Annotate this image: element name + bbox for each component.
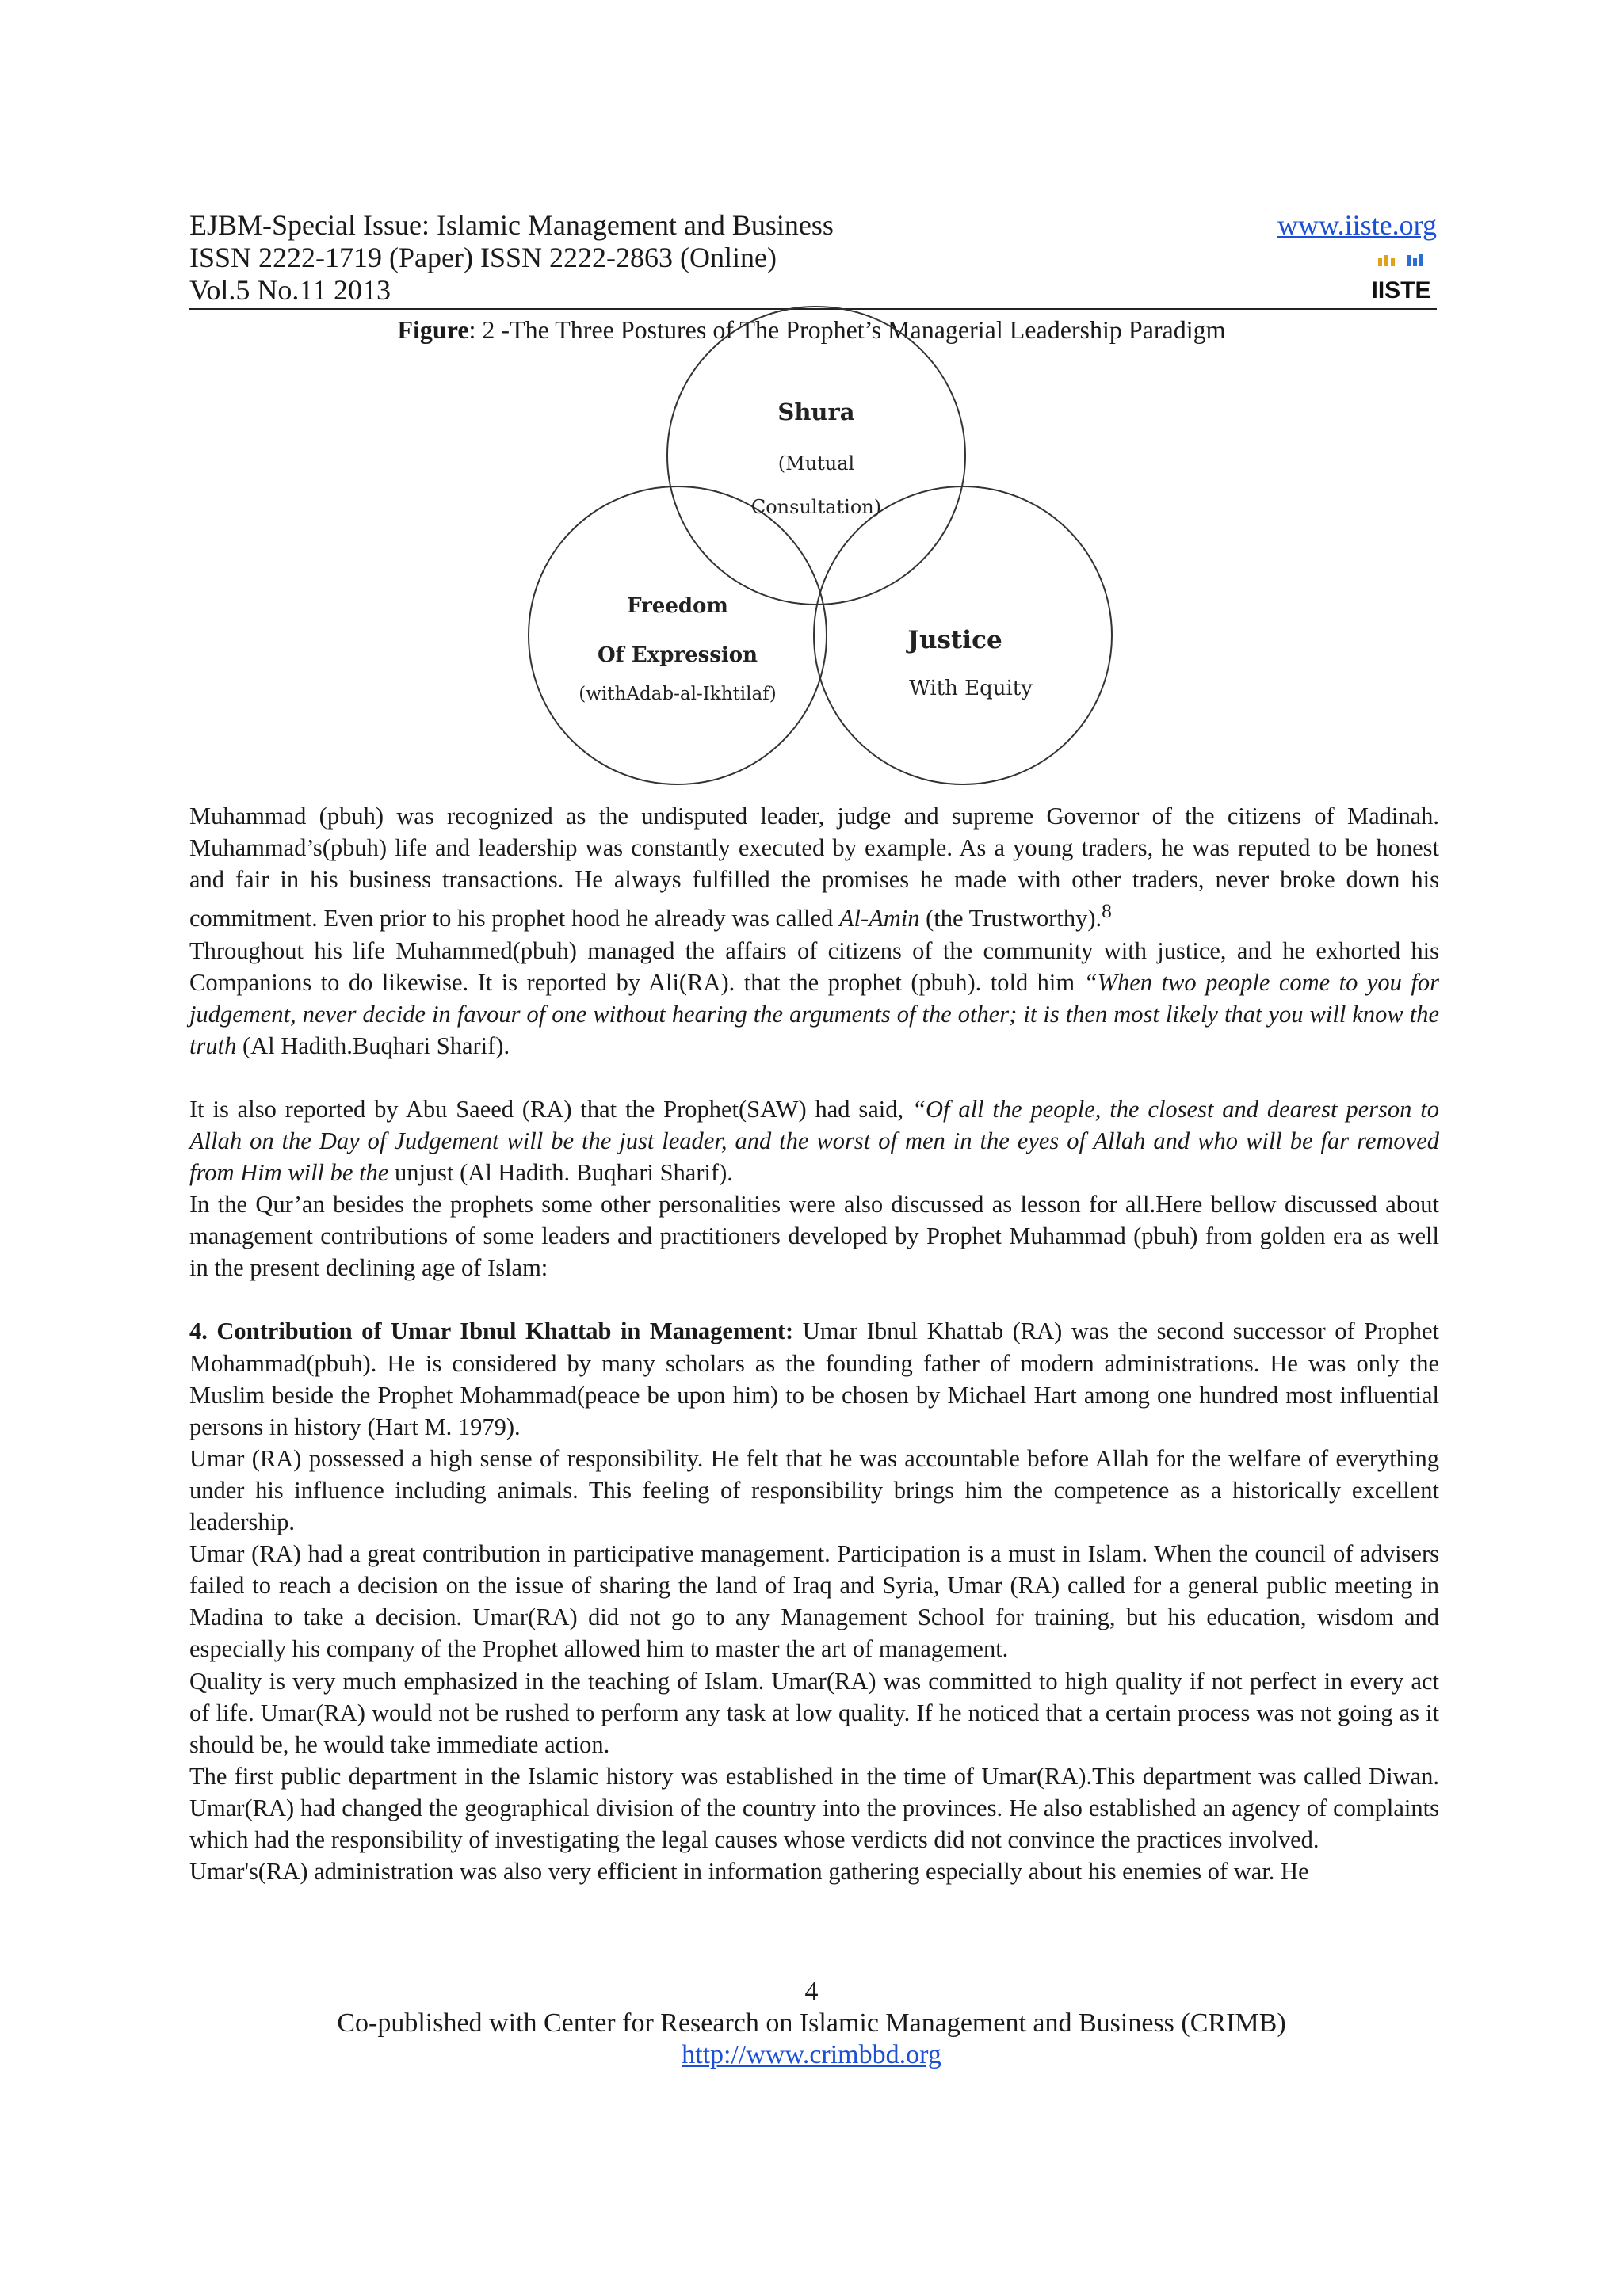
paragraph: Muhammad (pbuh) was recognized as the undisputed leader, judge and supreme Governor of the citizens of Madinah. Muhammad’s(pbuh) life and leadership was constantly executed by example. As a young traders, he was reputed to be honest and fair in his business transactions. He always fulfilled the promises he made with other traders, never broke down his commitment. Even prior to his prophet hood he already was called Al-Amin (the Trustworthy).$^8$ bbox=[189, 803, 1439, 933]
page-header bbox=[189, 209, 1437, 307]
paragraph: Umar's(RA) administration was also very efficient in information gathering especially about his enemies of war. He bbox=[189, 1858, 1309, 1886]
paragraph: Throughout his life Muhammed(pbuh) managed the affairs of citizens of the community with justice, and he exhorted his Companions to do likewise. It is reported by Ali(RA). that the prophet (pbuh). told him “When two people come to you for judgement, never decide in favour of one without hearing the arguments of the other; it is then most likely that you will know the truth (Al Hadith.Buqhari Sharif). bbox=[189, 936, 1440, 1059]
figure-caption bbox=[0, 314, 1623, 345]
journal-title: EJBM-Special Issue: Islamic Management and Business bbox=[189, 209, 834, 241]
paragraph: Quality is very much emphasized in the teaching of Islam. Umar(RA) was committed to high quality if not perfect in every act of life. Umar(RA) would not be rushed to perform any task at low quality. If he noticed that a certain process was not going as it should be, he would take immediate action. bbox=[189, 1667, 1439, 1758]
iiste-logo bbox=[1371, 252, 1431, 304]
header-rule bbox=[189, 308, 1437, 310]
freedom-circle bbox=[529, 486, 827, 784]
page-number: 4 bbox=[804, 1977, 819, 2006]
venn-diagram bbox=[475, 349, 1125, 792]
paragraph: Umar (RA) had a great contribution in participative management. Participation is a must in Islam. When the council of advisers failed to reach a decision on the issue of sharing the land of Iraq and Syria, Umar (RA) called for a general public meeting in Madina to take a decision. Umar(RA) did not go to any Management School for training, but his education, wisdom and especially his company of the Prophet allowed him to master the art of management. bbox=[189, 1540, 1439, 1663]
copublished-line: Co-published with Center for Research on Islamic Management and Business (CRIMB) bbox=[337, 2008, 1286, 2038]
figure-caption-text: : 2 -The Three Postures of The Prophet’s Managerial Leadership Paradigm bbox=[468, 315, 1226, 344]
crimb-url-link[interactable]: http://www.crimbbd.org bbox=[682, 2040, 941, 2069]
journal-url-link[interactable]: www.iiste.org bbox=[1277, 209, 1437, 241]
page-footer bbox=[0, 1976, 1623, 2071]
freedom-title: Freedom bbox=[627, 594, 728, 618]
freedom-sub2: (withAdab-al-Ikhtilaf) bbox=[579, 684, 777, 704]
freedom-sub1: Of Expression bbox=[597, 643, 758, 667]
volume-line: Vol.5 No.11 2013 bbox=[189, 274, 391, 306]
paragraph: In the Qur’an besides the prophets some other personalities were also discussed as lesson for all.Here bellow discussed about management contributions of some leaders and practitioners developed by Prophet Muhammad (pbuh) from golden era as well in the present declining age of Islam: bbox=[189, 1191, 1439, 1282]
figure-label: Figure bbox=[397, 315, 469, 344]
shura-title: Shura bbox=[777, 399, 855, 425]
section-paragraph: 4. Contribution of Umar Ibnul Khattab in Management: Umar Ibnul Khattab (RA) was the second successor of Prophet Mohammad(pbuh). He is considered by many scholars as the founding father of modern administrations. He was only the Muslim beside the Prophet Mohammad(peace be upon him) to be chosen by Michael Hart among one hundred most influential persons in history (Hart M. 1979). bbox=[189, 1318, 1440, 1440]
issn-line: ISSN 2222-1719 (Paper) ISSN 2222-2863 (Online) bbox=[189, 242, 777, 273]
paragraph: It is also reported by Abu Saeed (RA) that the Prophet(SAW) had said, “Of all the people, the closest and dearest person to Allah on the Day of Judgement will be the just leader, and the worst of men in the eyes of Allah and who will be far removed from Him will be the unjust (Al Hadith. Buqhari Sharif). bbox=[189, 1095, 1439, 1187]
paragraph: Umar (RA) possessed a high sense of responsibility. He felt that he was accountable before Allah for the welfare of everything under his influence including animals. This feeling of responsibility brings him the competence as a historically excellent leadership. bbox=[189, 1444, 1439, 1536]
paragraph: The first public department in the Islamic history was established in the time of Umar(RA).This department was called Diwan. Umar(RA) had changed the geographical division of the country into the provinces. He also established an agency of complaints which had the responsibility of investigating the legal causes whose verdicts did not convince the practices involved. bbox=[189, 1762, 1439, 1853]
body-text bbox=[189, 800, 1439, 1887]
justice-sub: With Equity bbox=[909, 677, 1033, 700]
shura-sub2: Consultation) bbox=[750, 496, 882, 518]
logo-text: IISTE bbox=[1371, 277, 1431, 303]
shura-sub1: (Mutual bbox=[777, 452, 855, 475]
justice-title: Justice bbox=[907, 626, 1002, 654]
section-heading: 4. Contribution of Umar Ibnul Khattab in Management: bbox=[189, 1318, 794, 1345]
